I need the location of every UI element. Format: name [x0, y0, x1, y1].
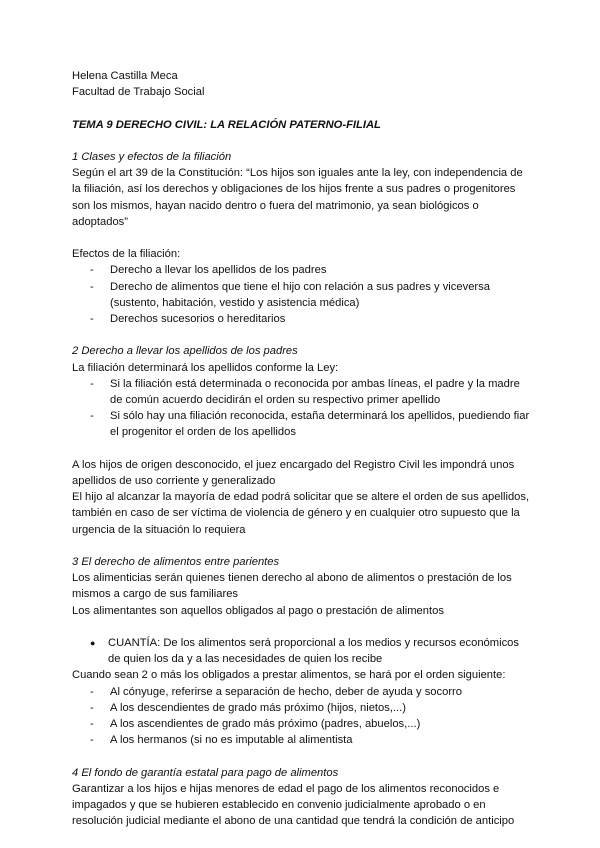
majority-age-paragraph: El hijo al alcanzar la mayoría de edad podrá solicitar que se altere el orden de sus apellidos, también en caso de ser víctima de violencia de género y en cualquier otro supuesto que la urgencia de la situación lo requiera [72, 491, 530, 536]
list-item: ● CUANTÍA: De los alimentos será proporcional a los medios y recursos económicos de quien los da y a las necesidades de quien los recibe [108, 635, 532, 667]
effects-label: Efectos de la filiación: [72, 248, 181, 261]
order-intro: Cuando sean 2 o más los obligados a prestar alimentos, se hará por el orden siguiente: [72, 669, 506, 682]
constitution-quote: Según el art 39 de la Constitución: “Los hijos son iguales ante la ley, con independencia de la filiación, así los derechos y obligaciones de los hijos frente a sus padres o progenitores son los mismos, hayan nacido dentro o fuera del matrimonio, ya sean biológicos o adoptados” [72, 167, 523, 228]
surname-rules-list [72, 376, 532, 441]
list-item: - Al cónyuge, referirse a separación de hecho, deber de ayuda y socorro [110, 684, 532, 700]
document-title: TEMA 9 DERECHO CIVIL: LA RELACIÓN PATERNO-FILIAL [72, 118, 381, 131]
list-item: - Si la filiación está determinada o reconocida por ambas líneas, el padre y la madre de común acuerdo decidirán el orden su respectivo primer apellido [110, 376, 532, 408]
alimenticias-paragraph: Los alimenticias serán quienes tienen derecho al abono de alimentos o prestación de los mismos a cargo de sus familiares [72, 572, 512, 601]
guarantee-fund-paragraph: Garantizar a los hijos e hijas menores de edad el pago de los alimentos reconocidos e impagados y que se hubieren establecido en convenio judicialmente aprobado o en resolución judicial mediante el abono de una cantidad que tendrá la condición de anticipo [72, 782, 515, 828]
list-item: - Derecho de alimentos que tiene el hijo con relación a sus padres y viceversa (sustento, habitación, vestido y asistencia médica) [110, 279, 532, 311]
list-item: - A los descendientes de grado más próximo (hijos, nietos,...) [110, 700, 532, 716]
section-4-heading: 4 El fondo de garantía estatal para pago de alimentos [72, 766, 339, 779]
document-page [72, 68, 532, 829]
faculty-name: Facultad de Trabajo Social [72, 86, 205, 99]
effects-list [72, 262, 532, 327]
section-3-heading: 3 El derecho de alimentos entre parientes [72, 556, 280, 568]
list-item: - A los ascendientes de grado más próximo (padres, abuelos,...) [110, 716, 532, 732]
unknown-origin-paragraph: A los hijos de origen desconocido, el juez encargado del Registro Civil les impondrá unos apellidos de uso corriente y generalizado [72, 458, 515, 487]
list-item: - Si sólo hay una filiación reconocida, estaña determinará los apellidos, puediendo fiar el progenitor el orden de los apellidos [110, 408, 532, 440]
section-2-intro: La filiación determinará los apellidos conforme la Ley: [72, 361, 339, 374]
section-2-heading: 2 Derecho a llevar los apellidos de los padres [72, 345, 298, 358]
order-list [72, 684, 532, 749]
list-item: - Derechos sucesorios o hereditarios [110, 311, 532, 327]
section-1-heading: 1 Clases y efectos de la filiación [72, 150, 232, 163]
list-item: - Derecho a llevar los apellidos de los padres [110, 262, 532, 278]
alimentantes-paragraph: Los alimentantes son aquellos obligados al pago o prestación de alimentos [72, 604, 444, 617]
cuantia-list [72, 635, 532, 667]
list-item: - A los hermanos (si no es imputable al alimentista [110, 732, 532, 748]
author-name: Helena Castilla Meca [72, 70, 178, 82]
